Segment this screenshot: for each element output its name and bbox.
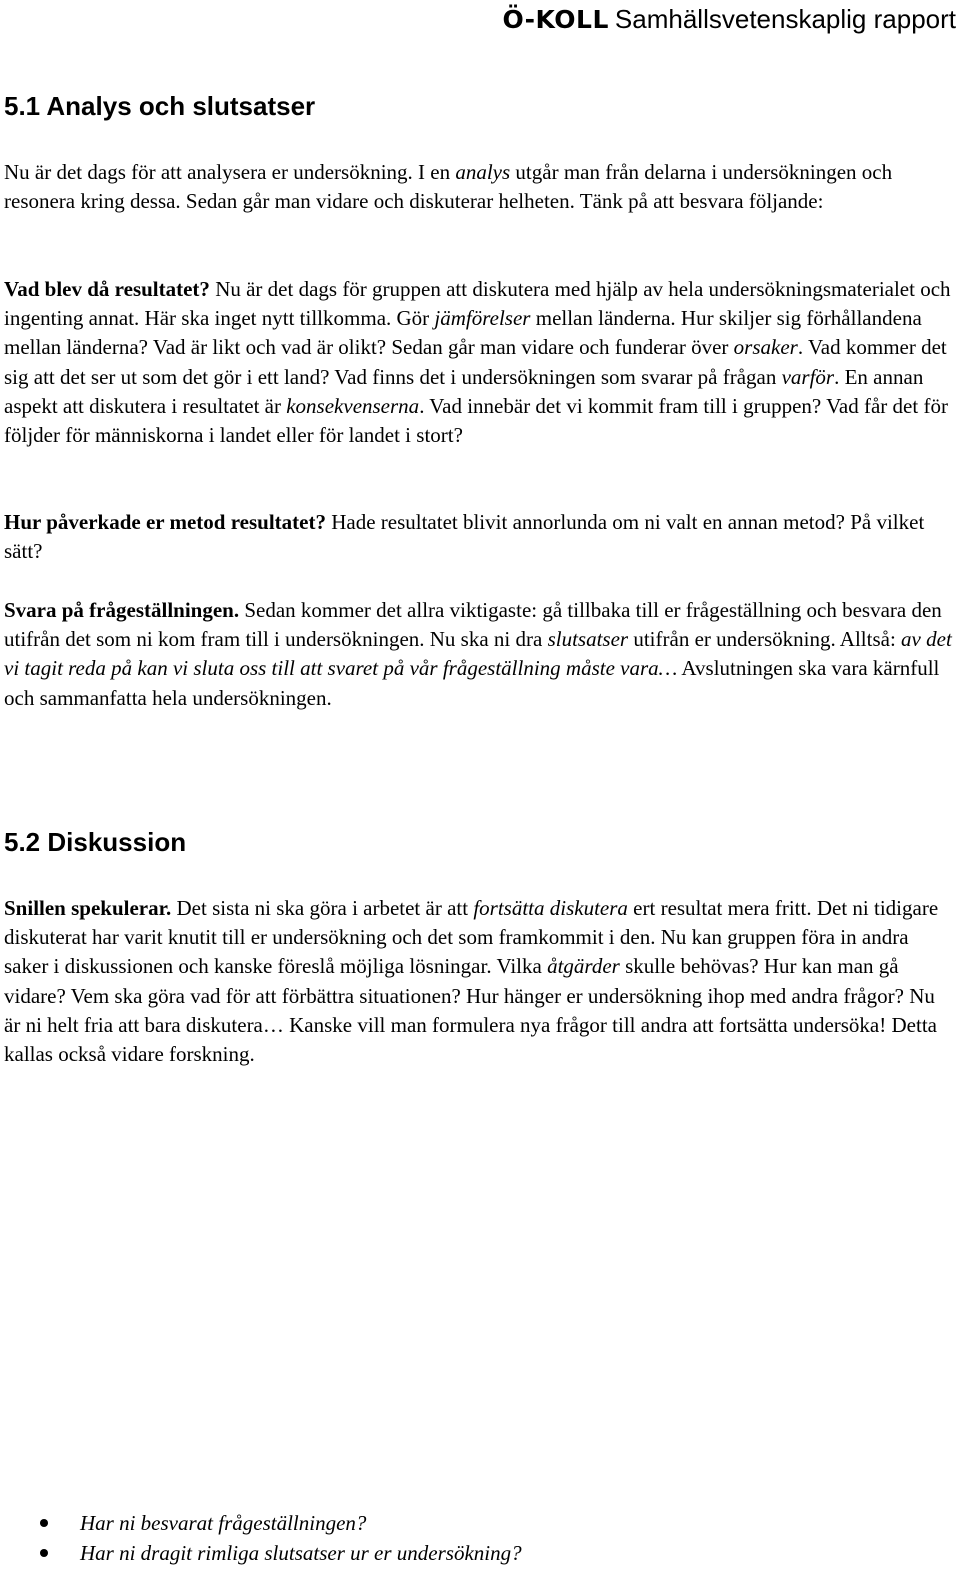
result-paragraph	[4, 275, 954, 450]
bullet-icon	[40, 1519, 48, 1527]
page-header	[502, 4, 956, 36]
result-lead: Vad blev då resultatet?	[4, 277, 210, 301]
checklist-item-text: Har ni dragit rimliga slutsatser ur er undersökning?	[80, 1541, 522, 1565]
section-heading-analys: 5.1 Analys och slutsatser	[4, 91, 316, 121]
result-term-jamforelser: jämförelser	[434, 306, 531, 331]
discussion-lead: Snillen spekulerar.	[4, 896, 172, 920]
result-text-4: . En annan aspekt att diskutera i resultatet är	[4, 364, 924, 418]
answer-lead: Svara på frågeställningen.	[4, 598, 240, 622]
result-text-3: . Vad kommer det sig att det ser ut som det gör i ett land? Vad finns det i undersökningen som svarar på frågan	[4, 335, 947, 389]
answer-text-3: Avslutningen ska vara kärnfull och sammanfatta hela undersökningen.	[4, 656, 940, 710]
result-term-varfor: varför	[781, 364, 835, 389]
result-term-orsaker: orsaker	[733, 335, 798, 360]
answer-term-slutsatser: slutsatser	[547, 627, 629, 652]
header-title: Samhällsvetenskaplig rapport	[614, 4, 956, 34]
checklist	[0, 1508, 522, 1568]
discussion-text-3: skulle behövas? Hur kan man gå vidare? Vem ska göra vad för att förbättra situationen? Hur hänger er undersökning ihop med andra frågor? Nu är ni helt fria att bara diskutera… Kanske vill man formulera nya frågor till andra att fortsätta undersöka! Detta kallas också vidare forskning.	[4, 954, 937, 1067]
result-text-2: mellan länderna. Hur skiljer sig förhållandena mellan länderna? Vad är likt och vad är olikt? Sedan går man vidare och funderar över	[4, 306, 922, 360]
answer-paragraph	[4, 596, 954, 713]
list-item	[0, 1508, 522, 1538]
discussion-term-fortsatta: fortsätta diskutera	[473, 896, 628, 920]
intro-paragraph	[4, 158, 954, 216]
discussion-term-atgarder: åtgärder	[547, 954, 620, 979]
result-text-1: Nu är det dags för gruppen att diskutera med hjälp av hela undersökningsmaterialet och ingenting annat. Här ska inget nytt tillkomma. Gör	[4, 277, 951, 331]
checklist-item-text: Har ni besvarat frågeställningen?	[80, 1511, 367, 1535]
answer-italic-conclusion: av det vi tagit reda på kan vi sluta oss till att svaret på vår frågeställning måste vara…	[4, 627, 952, 681]
answer-text-2: utifrån er undersökning. Alltså:	[628, 627, 902, 652]
result-term-konsekvenserna: konsekvenserna	[286, 393, 420, 418]
result-text-5: . Vad innebär det vi kommit fram till i gruppen? Vad får det för följder för människorna i landet eller för landet i stort?	[4, 393, 948, 448]
method-text: Hade resultatet blivit annorlunda om ni valt en annan metod? På vilket sätt?	[4, 510, 925, 564]
discussion-text-2: ert resultat mera fritt. Det ni tidigare diskuterat har varit knutit till er undersökning och det som framkommit i den. Nu kan gruppen föra in andra saker i diskussionen och kanske föreslå möjliga lösningar. Vilka	[4, 896, 939, 979]
list-item	[0, 1538, 522, 1568]
bullet-icon	[40, 1549, 48, 1557]
discussion-text-1: Det sista ni ska göra i arbetet är att	[171, 896, 474, 920]
intro-term-analys: analys	[455, 160, 511, 184]
answer-text-1: Sedan kommer det allra viktigaste: gå tillbaka till er frågeställning och besvara den utifrån det som ni kom fram till i undersökningen. Nu ska ni dra	[4, 598, 942, 652]
section-heading-diskussion: 5.2 Diskussion	[4, 827, 187, 857]
discussion-paragraph	[4, 894, 954, 1069]
method-paragraph	[4, 508, 954, 566]
intro-text-2: utgår man från delarna i undersökningen och resonera kring dessa. Sedan går man vidare och diskuterar helheten. Tänk på att besvara följande:	[4, 160, 893, 214]
okoll-logo: Ö-KOLL	[502, 5, 609, 34]
intro-text-1: Nu är det dags för att analysera er undersökning. I en	[4, 160, 456, 184]
method-lead: Hur påverkade er metod resultatet?	[4, 510, 326, 534]
